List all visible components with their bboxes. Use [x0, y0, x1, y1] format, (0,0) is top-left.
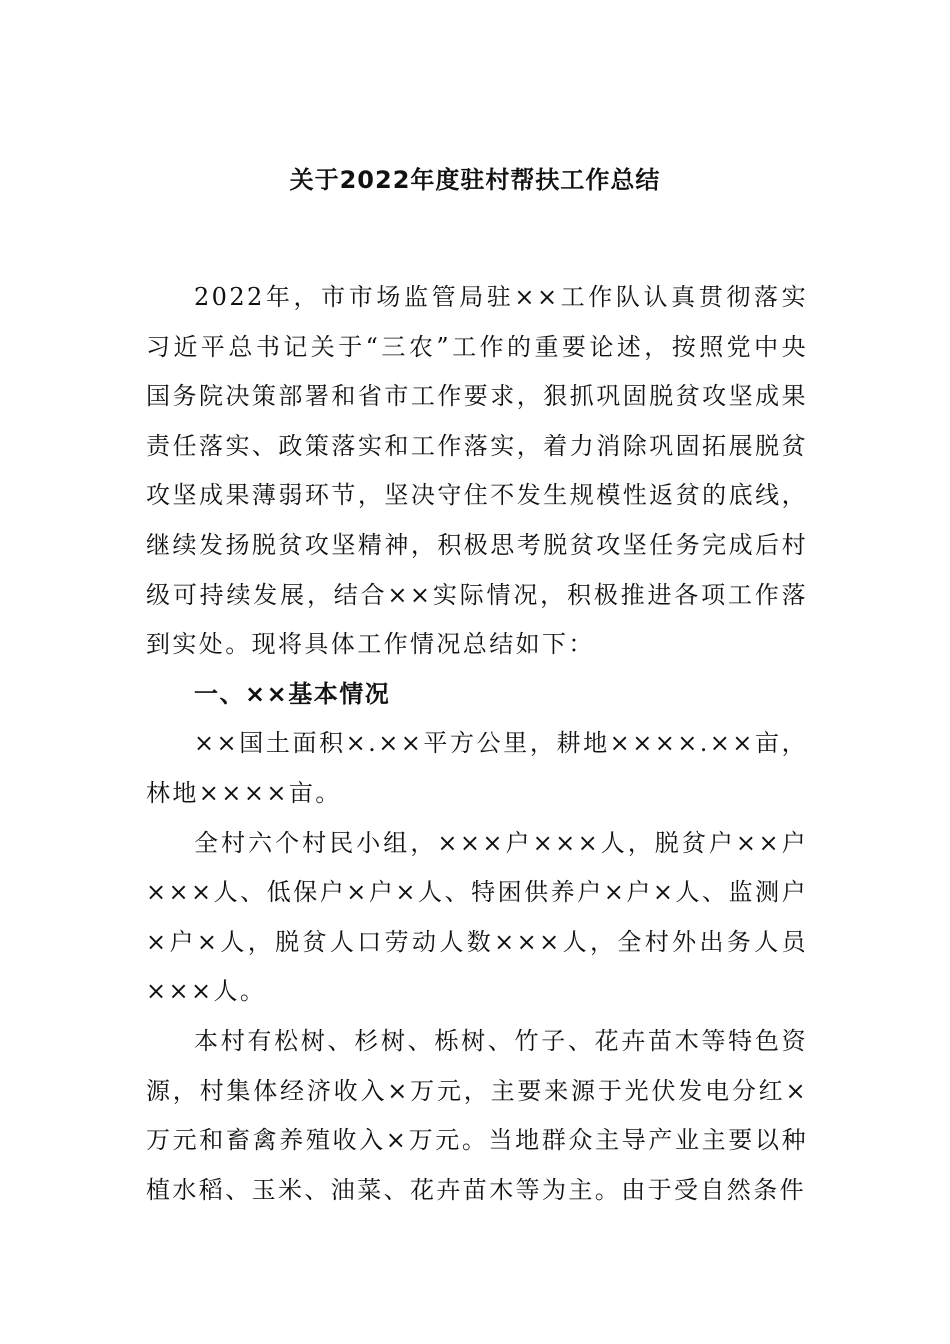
section-heading: 一、××基本情况	[194, 679, 391, 708]
document-title: 关于2022年度驻村帮扶工作总结	[289, 166, 661, 194]
land-area-paragraph: ××国土面积×.××平方公里，耕地××××.××亩，林地××××亩。	[146, 729, 808, 807]
resources-paragraph: 本村有松树、杉树、栎树、竹子、花卉苗木等特色资源，村集体经济收入×万元，主要来源于光伏发电分红×万元和畜禽养殖收入×万元。当地群众主导产业主要以种植水稻、玉米、油菜、花卉苗木等为主。由于受自然条件	[146, 1026, 808, 1204]
document-body	[146, 273, 808, 1215]
population-paragraph: 全村六个村民小组，×××户×××人，脱贫户××户×××人、低保户×户×人、特困供养户×户×人、监测户×户×人，脱贫人口劳动人数×××人，全村外出务人员×××人。	[146, 828, 808, 1006]
intro-paragraph: 2022年，市市场监管局驻××工作队认真贯彻落实习近平总书记关于“三农”工作的重要论述，按照党中央国务院决策部署和省市工作要求，狠抓巩固脱贫攻坚成果责任落实、政策落实和工作落实，着力消除巩固拓展脱贫攻坚成果薄弱环节，坚决守住不发生规模性返贫的底线，继续发扬脱贫攻坚精神，积极思考脱贫攻坚任务完成后村级可持续发展，结合××实际情况，积极推进各项工作落到实处。现将具体工作情况总结如下：	[146, 283, 808, 659]
